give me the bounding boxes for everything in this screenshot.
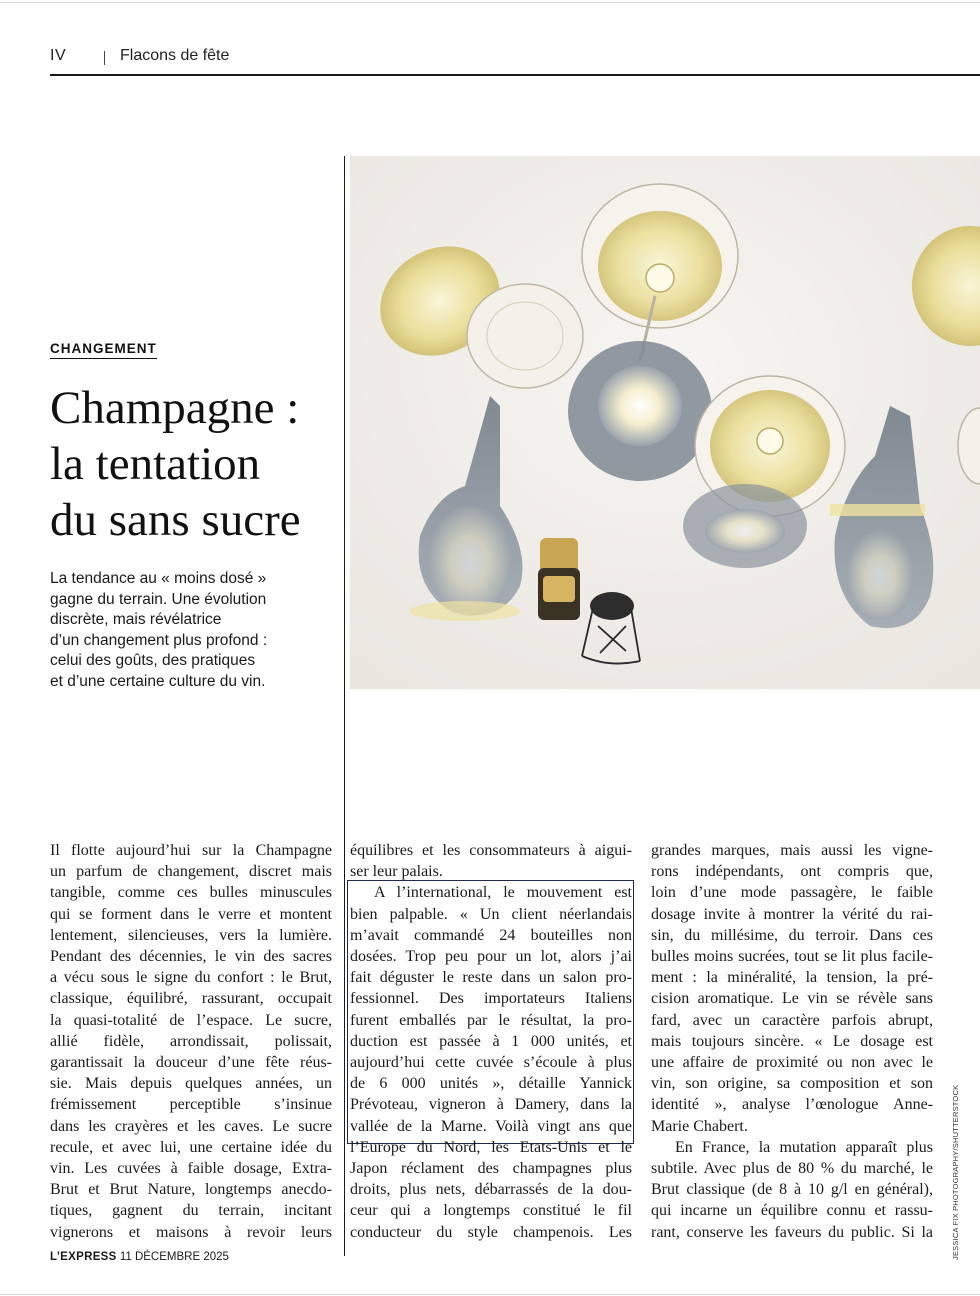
body-line: m’avait commandé 24 bouteilles non xyxy=(350,926,632,944)
body-line: Japon réclament des champagnes plus xyxy=(350,1160,632,1178)
headline-line: Champagne : xyxy=(50,382,300,434)
page-footer xyxy=(50,1251,229,1263)
body-line: sin, du millésime, du terroir. Dans ces xyxy=(651,926,933,944)
champagne-glasses-photo xyxy=(350,156,980,689)
body-line: qui incarne un équilibre connu et rassu- xyxy=(651,1202,933,1220)
body-line: un parfum de changement, discret mais xyxy=(50,863,332,881)
body-line: ser leur palais. xyxy=(350,863,443,881)
body-line: mais toujours sincère. « Le dosage est xyxy=(651,1032,933,1050)
body-line: fard, avec un caractère parfois abrupt, xyxy=(651,1011,933,1029)
body-line: fait déguster le reste dans un salon pro- xyxy=(350,969,632,987)
magazine-name: L’EXPRESS xyxy=(50,1251,117,1263)
body-line: grandes marques, mais aussi les vigne- xyxy=(651,842,933,859)
body-line: Il flotte aujourd’hui sur la Champagne xyxy=(50,842,332,859)
body-line: vignerons et maisons à revoir leurs xyxy=(50,1223,332,1241)
body-line: sie. Mais depuis quelques années, un xyxy=(50,1075,332,1093)
body-line: vin, son origine, sa composition et son xyxy=(651,1075,933,1093)
photo-credit xyxy=(951,1060,963,1260)
body-line: de 6 000 unités », détaille Yannick xyxy=(350,1075,632,1093)
body-line: a vécu sous le signe du confort : le Brut, xyxy=(50,969,332,987)
deck-line: et d’une certaine culture du vin. xyxy=(50,672,266,690)
body-line: rons indépendants, ont compris que, xyxy=(651,863,933,881)
body-line: équilibres et les consommateurs à aigui- xyxy=(350,842,632,859)
body-line: dans les crayères et les caves. Le sucre xyxy=(50,1117,332,1135)
body-line: aujourd’hui cette cuvée s’écoule à plus xyxy=(350,1054,632,1072)
deck-line: gagne du terrain. Une évolution xyxy=(50,590,267,608)
deck-line: La tendance au « moins dosé » xyxy=(50,570,267,587)
section-title: Flacons de fête xyxy=(120,47,230,64)
article-deck xyxy=(50,569,342,692)
headline-line: du sans sucre xyxy=(50,494,301,546)
photo-credit-text: JESSICA FIX PHOTOGRAPHY/SHUTTERSTOCK xyxy=(951,1084,960,1260)
body-line: l’Europe du Nord, les Etats-Unis et le xyxy=(350,1138,632,1156)
folio-separator xyxy=(104,51,105,65)
body-line: duction est passée à 1 000 unités, et xyxy=(350,1032,632,1050)
body-line: fessionnel. Des importateurs Italiens xyxy=(350,990,632,1008)
body-line: classique, équilibré, rassurant, occupait xyxy=(50,990,332,1008)
body-line: Pendant des décennies, le vin des sacres xyxy=(50,948,332,966)
body-line: conducteur du style champenois. Les xyxy=(350,1223,632,1241)
body-line: bulles moins sucrées, tout se lit plus facile- xyxy=(651,948,933,966)
body-line: une affaire de proximité ou non avec le xyxy=(651,1054,933,1072)
page-top-edge xyxy=(0,2,980,3)
body-line: tiques, gagnent du terrain, incitant xyxy=(50,1202,332,1220)
body-column-1 xyxy=(50,840,332,1243)
body-line: recule, et avec lui, une certaine idée du xyxy=(50,1138,332,1156)
article-headline xyxy=(50,380,340,548)
body-line: bien palpable. « Un client néerlandais xyxy=(350,905,632,923)
deck-line: discrète, mais révélatrice xyxy=(50,611,222,628)
body-line: ceur qui a longtemps constitué le fil xyxy=(350,1202,632,1220)
body-line: subtile. Avec plus de 80 % du marché, le xyxy=(651,1160,933,1178)
issue-date: 11 DÉCEMBRE 2025 xyxy=(119,1251,229,1263)
body-line: garantissait la douceur d’une fête réus- xyxy=(50,1054,332,1072)
body-line: dosage invite à montrer la vérité du rai- xyxy=(651,905,933,923)
body-line: ment : la minéralité, la tension, la pré- xyxy=(651,969,933,987)
page-folio: IV xyxy=(50,47,67,64)
body-column-3 xyxy=(651,840,933,1243)
body-line: dosées. Trop peu pour un lot, alors j’ai xyxy=(350,948,632,966)
article-kicker: CHANGEMENT xyxy=(50,341,157,359)
body-line: frémissement perceptible s’insinue xyxy=(50,1096,332,1114)
body-line: vallée de la Marne. Voilà vingt ans que xyxy=(350,1117,632,1135)
page-bottom-edge xyxy=(0,1294,980,1295)
headline-line: la tentation xyxy=(50,438,261,490)
body-line: la quasi-totalité de l’espace. Le sucre, xyxy=(50,1011,332,1029)
body-line: loin d’une mode passagère, le faible xyxy=(651,884,933,902)
body-line: lentement, silencieuses, vers la lumière. xyxy=(50,926,332,944)
body-line: identité », analyse l’œnologue Anne- xyxy=(651,1096,933,1114)
body-line: En France, la mutation apparaît plus xyxy=(675,1138,933,1156)
column-rule xyxy=(344,156,345,1256)
body-line: Brut et Brut Nature, longtemps anecdo- xyxy=(50,1181,332,1199)
photo-illustration xyxy=(350,156,980,689)
body-line: furent emballés par le résultat, la pro- xyxy=(350,1011,632,1029)
body-column-2 xyxy=(350,840,632,1243)
body-line: tangible, comme ces bulles minuscules xyxy=(50,884,332,902)
body-line: Brut classique (de 8 à 10 g/l en général), xyxy=(651,1181,933,1199)
body-line: rant, conserve les faveurs du public. Si la xyxy=(651,1223,933,1241)
body-line: qui se forment dans le verre et montent xyxy=(50,905,332,923)
body-line: Marie Chabert. xyxy=(651,1117,748,1135)
header-rule xyxy=(50,74,980,76)
body-line: A l’international, le mouvement est xyxy=(374,884,632,902)
body-line: vin. Les cuvées à faible dosage, Extra- xyxy=(50,1160,332,1178)
deck-line: celui des goûts, des pratiques xyxy=(50,652,256,669)
body-line: droits, plus nets, débarrassés de la dou- xyxy=(350,1181,632,1199)
deck-line: d’un changement plus profond : xyxy=(50,631,268,649)
body-line: Prévoteau, vigneron à Damery, dans la xyxy=(350,1096,632,1114)
body-line: cision aromatique. Le vin se révèle sans xyxy=(651,990,933,1008)
body-line: allié fidèle, arrondissait, polissait, xyxy=(50,1032,332,1050)
